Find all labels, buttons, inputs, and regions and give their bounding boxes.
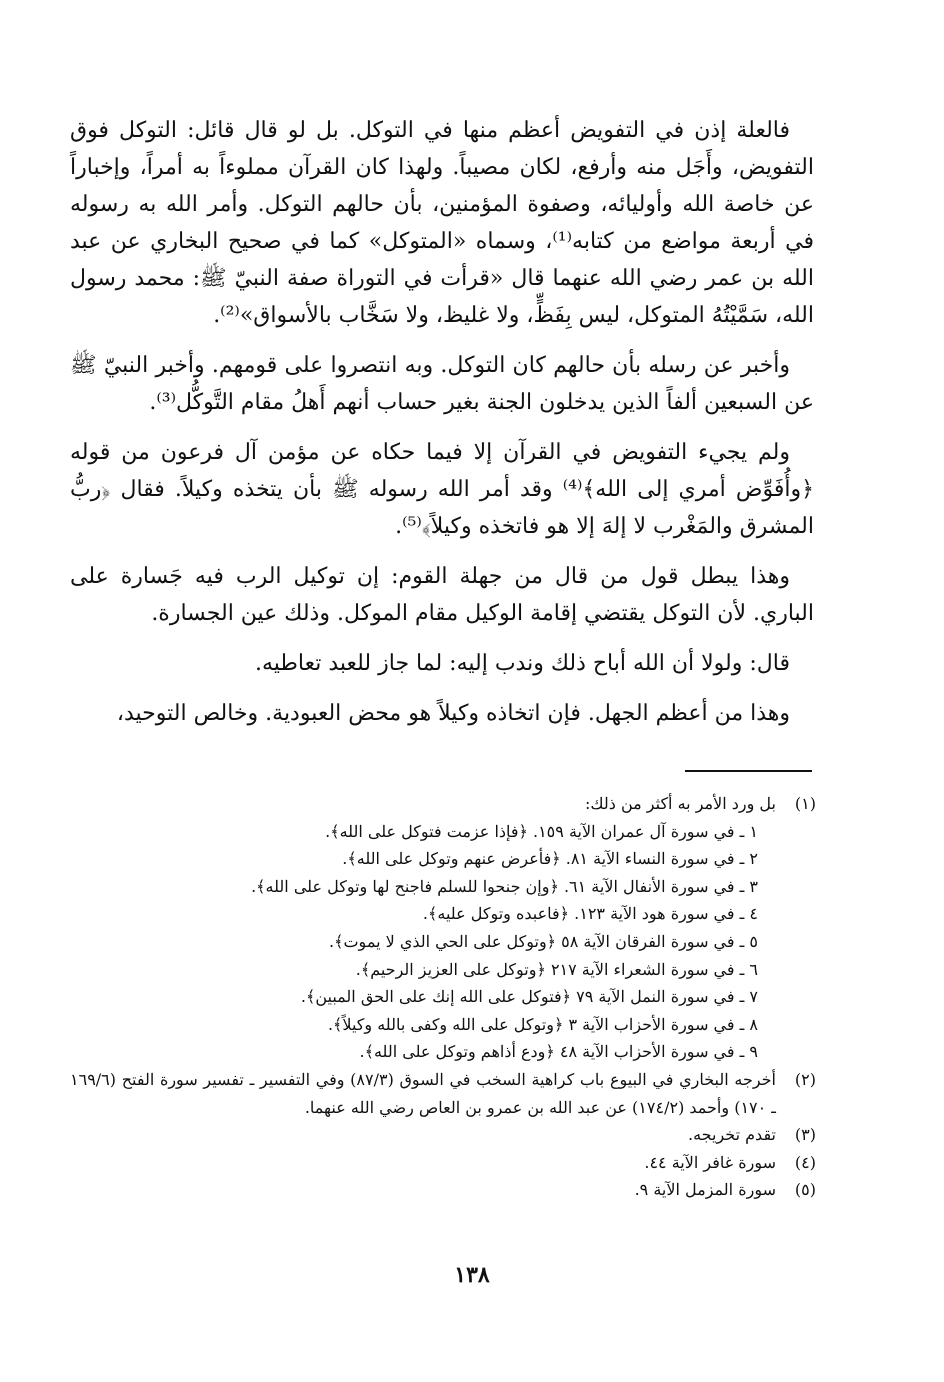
footnote-number: (٢) (794, 1069, 816, 1089)
footnote-1-list (70, 818, 776, 1066)
footnote-list-item: ٨ ـ في سورة الأحزاب الآية ٣ ﴿وتوكل على الله وكفى بالله وكيلاً﴾. (327, 1014, 758, 1034)
paragraph-4: وهذا يبطل قول من قال من جهلة القوم: إن توكيل الرب فيه جَسارة على الباري. لأن التوكل يقتضي إقامة الوكيل مقام الموكل. وذلك عين الجسارة. (70, 564, 814, 626)
footnote-1 (70, 790, 816, 818)
footnote-separator (685, 770, 812, 772)
footnote-list-item: ٥ ـ في سورة الفرقان الآية ٥٨ ﴿وتوكل على الحي الذي لا يموت﴾. (329, 931, 758, 951)
footnote-4 (70, 1149, 816, 1177)
footnote-text: تقدم تخريجه. (688, 1125, 776, 1145)
paragraph-5: قال: ولولا أن الله أباح ذلك وندب إليه: لما جاز للعبد تعاطيه. (254, 651, 790, 676)
footnote-text: بل ورد الأمر به أكثر من ذلك: (584, 794, 776, 813)
footnote-number: (٤) (794, 1152, 816, 1172)
footnote-list-item: ١ ـ في سورة آل عمران الآية ١٥٩. ﴿فإذا عزمت فتوكل على الله﴾. (325, 821, 758, 841)
footnote-5 (70, 1176, 816, 1204)
paragraph-1: فالعلة إذن في التفويض أعظم منها في التوكل. بل لو قال قائل: التوكل فوق التفويض، وأَجَل منه وأرفع، لكان مصيباً. ولهذا كان القرآن مملوءاً به أمراً، وإخباراً عن خاصة الله وأوليائه، وصفوة المؤمنين، بأن حالهم التوكل. وأمر الله به رسوله في أربعة مواضع من كتابه⁽¹⁾، وسماه «المتوكل» كما في صحيح البخاري عن عبد الله بن عمر رضي الله عنهما قال «قرأت في التوراة صفة النبيّ ﷺ: محمد رسول الله، سَمَّيْتُهُ المتوكل، ليس بِفَظٍّ، ولا غليظ، ولا سَخَّاب بالأسواق»⁽²⁾. (70, 118, 814, 328)
footnote-text: أخرجه البخاري في البيوع باب كراهية السخب في السوق (٨٧/٣) وفي التفسير ـ تفسير سورة الفتح (١٦٩/٦ ـ ١٧٠) وأحمد (١٧٤/٢) عن عبد الله بن عمرو بن العاص رضي الله عنهما. (70, 1069, 776, 1117)
main-text (70, 112, 814, 745)
footnote-number: (١) (794, 794, 816, 813)
footnote-text: سورة المزمل الآية ٩. (634, 1180, 776, 1200)
footnote-list-item: ٣ ـ في سورة الأنفال الآية ٦١. ﴿وإن جنحوا للسلم فاجنح لها وتوكل على الله﴾. (251, 876, 758, 896)
footnote-list-item: ٦ ـ في سورة الشعراء الآية ٢١٧ ﴿وتوكل على العزيز الرحيم﴾. (355, 959, 758, 979)
footnote-list-item: ٢ ـ في سورة النساء الآية ٨١. ﴿فأعرض عنهم وتوكل على الله﴾. (342, 849, 758, 869)
footnote-3 (70, 1121, 816, 1149)
paragraph-6: وهذا من أعظم الجهل. فإن اتخاذه وكيلاً هو محض العبودية. وخالص التوحيد، (116, 701, 790, 726)
footnote-list-item: ٧ ـ في سورة النمل الآية ٧٩ ﴿فتوكل على الله إنك على الحق المبين﴾. (300, 987, 758, 1007)
paragraph-2: وأخبر عن رسله بأن حالهم كان التوكل. وبه انتصروا على قومهم. وأخبر النبيّ ﷺ عن السبعين ألفاً الذين يدخلون الجنة بغير حساب أنهم أَهلُ مقام التَّوكُّل⁽³⁾. (70, 353, 814, 415)
footnote-text: سورة غافر الآية ٤٤. (644, 1152, 776, 1172)
footnote-number: (٣) (794, 1125, 816, 1145)
footnote-2 (70, 1066, 816, 1121)
footnotes (70, 790, 816, 1204)
page-number: ١٣٨ (454, 1262, 490, 1288)
footnote-list-item: ٤ ـ في سورة هود الآية ١٢٣. ﴿فاعبده وتوكل عليه﴾. (422, 904, 758, 924)
paragraph-3: ولم يجيء التفويض في القرآن إلا فيما حكاه عن مؤمن آل فرعون من قوله ﴿وأُفَوِّض أمري إلى الله﴾⁽⁴⁾ وقد أمر الله رسوله ﷺ بأن يتخذه وكيلاً. فقال ﴿ربُّ المشرق والمَغْرب لا إلهَ إلا هو فاتخذه وكيلاً﴾⁽⁵⁾. (70, 440, 814, 539)
footnote-number: (٥) (794, 1180, 816, 1200)
footnote-list-item: ٩ ـ في سورة الأحزاب الآية ٤٨ ﴿ودع أذاهم وتوكل على الله﴾. (359, 1042, 758, 1062)
